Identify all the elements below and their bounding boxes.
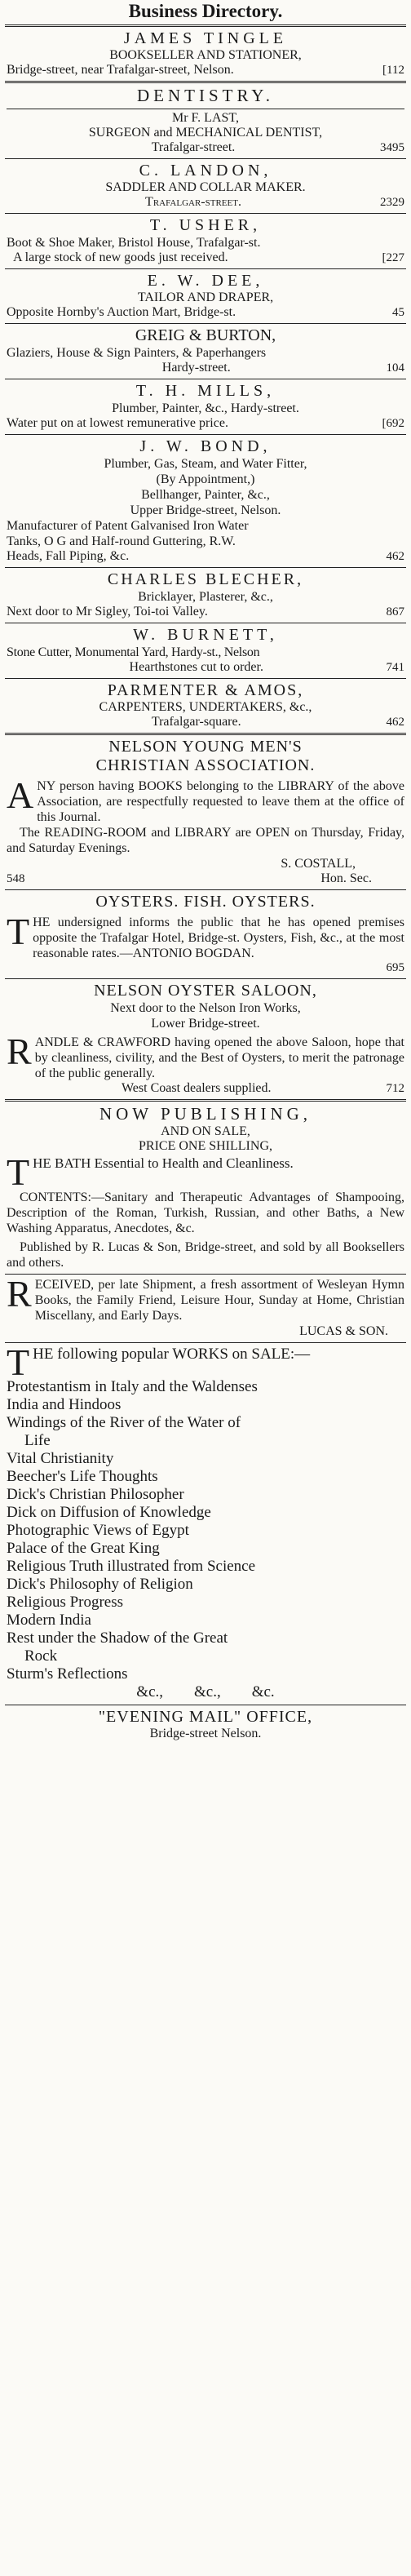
ad-line: Lower Bridge-street. <box>151 1017 260 1031</box>
ad-number: 548 <box>7 872 25 885</box>
ad-line: Water put on at lowest remunerative price. <box>7 416 228 430</box>
ad-bond <box>5 435 406 567</box>
list-item: Dick's Christian Philosopher <box>7 1486 184 1503</box>
ad-address-row <box>7 715 404 729</box>
ad-line: (By Appointment,) <box>156 472 255 486</box>
ad-address-row <box>7 416 404 431</box>
ad-number: [112 <box>382 64 404 77</box>
ad-line: Upper Bridge-street, Nelson. <box>130 503 281 517</box>
ad-landon <box>5 159 406 213</box>
ad-blecher <box>5 568 406 623</box>
list-item: Windings of the River of the Water of <box>7 1414 241 1431</box>
ad-address-row <box>7 871 404 886</box>
ad-name: E. W. DEE, <box>147 272 264 290</box>
drop-cap: R <box>7 1031 32 1072</box>
ad-line: Glaziers, House & Sign Painters, & Paperhangers <box>7 346 267 360</box>
works-list <box>7 1378 404 1683</box>
ad-address-row <box>7 549 404 564</box>
list-item: Religious Truth illustrated from Science <box>7 1558 256 1575</box>
ad-paragraph: NY person having BOOKS belonging to the LIBRARY of the above Association, are respectfully requested to leave them at the office of this Journal. <box>37 779 404 824</box>
ad-name: JAMES TINGLE <box>123 29 288 47</box>
ad-role: Hon. Sec. <box>320 871 372 885</box>
list-item: India and Hindoos <box>7 1396 122 1413</box>
ad-number: 867 <box>386 605 404 619</box>
ad-title: CARPENTERS, UNDERTAKERS, &c., <box>99 700 312 714</box>
ad-address-row <box>7 1081 404 1096</box>
list-item: Religious Progress <box>7 1594 124 1611</box>
ad-number: 462 <box>386 716 404 729</box>
ad-address: Hardy-street. <box>161 361 231 375</box>
ad-line: Heads, Fall Piping, &c. <box>7 549 130 563</box>
ad-popular-works <box>5 1343 406 1705</box>
ad-heading: NELSON OYSTER SALOON, <box>94 982 317 1000</box>
ad-parmenter-amos <box>5 679 406 733</box>
ad-paragraph: ECEIVED, per late Shipment, a fresh assortment of Wesleyan Hymn Books, the Family Friend, Leisure Hour, Sunday at Home, Christian Miscellany, and Early Days. <box>34 1278 404 1323</box>
ad-address: Trafalgar-street. <box>151 140 236 154</box>
ad-name: CHARLES BLECHER, <box>107 570 304 588</box>
ad-line: West Coast dealers supplied. <box>121 1081 272 1095</box>
ad-line: Boot & Shoe Maker, Bristol House, Trafalgar-st. <box>7 236 261 250</box>
list-item: Modern India <box>7 1612 91 1629</box>
drop-cap: T <box>7 911 30 952</box>
ad-greig-burton <box>5 324 406 379</box>
ad-paragraph: HE undersigned informs the public that he has opened premises opposite the Trafalgar Hotel, Bridge-st. Oysters, Fish, &c., at the most reasonable rates.—ANTONIO BOGDAN. <box>33 916 404 960</box>
ad-line: A large stock of new goods just received. <box>13 251 228 264</box>
ad-paragraph: HE BATH Essential to Health and Cleanliness. <box>33 1155 294 1171</box>
ad-paragraph: Published by R. Lucas & Son, Bridge-street, and sold by all Booksellers and others. <box>7 1240 404 1270</box>
ad-heading: DENTISTRY. <box>136 86 275 105</box>
ad-evening-mail <box>5 1705 406 1745</box>
works-etc: &c., &c., &c. <box>136 1683 275 1700</box>
ad-heading: OYSTERS. FISH. OYSTERS. <box>95 893 316 911</box>
list-item: Dick on Diffusion of Knowledge <box>7 1504 211 1521</box>
ad-paragraph: ANDLE & CRAWFORD having opened the above Saloon, hope that by cleanliness, civility, and the Best of Oysters, to merit the patronage of the public generally. <box>34 1035 404 1080</box>
ad-line: Bellhanger, Painter, &c., <box>141 488 270 502</box>
list-item: Dick's Philosophy of Religion <box>7 1576 193 1593</box>
ad-line: Bricklayer, Plasterer, &c., <box>138 590 273 604</box>
ad-title: SADDLER AND COLLAR MAKER. <box>105 180 306 194</box>
ad-dee <box>5 269 406 323</box>
ad-number: 45 <box>392 306 404 319</box>
list-item: Beecher's Life Thoughts <box>7 1468 158 1485</box>
ad-address-row <box>7 140 404 155</box>
ad-heading: PRICE ONE SHILLING, <box>139 1139 272 1153</box>
ad-address-row <box>7 305 404 320</box>
drop-cap: T <box>7 1341 30 1383</box>
ad-heading: CHRISTIAN ASSOCIATION. <box>95 756 316 774</box>
ad-usher <box>5 214 406 268</box>
ad-line: Stone Cutter, Monumental Yard, Hardy-st., Nelson <box>7 645 260 659</box>
ad-number: 695 <box>386 961 404 974</box>
ad-name: C. LANDON, <box>139 162 272 180</box>
list-item: Sturm's Reflections <box>7 1665 128 1683</box>
ad-name: GREIG & BURTON, <box>135 326 276 344</box>
ad-tingle <box>5 27 406 81</box>
ad-number: 712 <box>386 1082 404 1095</box>
ad-oyster-saloon <box>5 979 406 1099</box>
list-item: Life <box>24 1432 51 1449</box>
ad-name: J. W. BOND, <box>139 437 272 455</box>
ad-now-publishing <box>5 1102 406 1274</box>
page-title: Business Directory. <box>5 0 406 27</box>
ad-line: Tanks, O G and Half-round Guttering, R.W. <box>7 534 236 548</box>
ad-burnett <box>5 623 406 678</box>
ad-paragraph: HE following popular WORKS on SALE:— <box>33 1346 311 1363</box>
ad-paragraph: CONTENTS:—Sanitary and Therapeutic Advantages of Shampooing, Description of the Roman, Turkish, Russian, and other Baths, a New Washing Apparatus, Anecdotes, &c. <box>7 1190 404 1235</box>
ad-address-row <box>7 660 404 675</box>
ad-dentistry <box>5 83 406 158</box>
drop-cap: A <box>7 774 34 816</box>
ad-title: BOOKSELLER AND STATIONER, <box>109 48 302 62</box>
ad-ymca <box>5 735 406 889</box>
ad-line: Plumber, Painter, &c., Hardy-street. <box>112 401 299 415</box>
ad-number: 462 <box>386 550 404 563</box>
ad-heading: "EVENING MAIL" OFFICE, <box>98 1708 313 1726</box>
list-item: Palace of the Great King <box>7 1540 160 1557</box>
ad-line: Next door to Mr Sigley, Toi-toi Valley. <box>7 605 208 619</box>
ad-number: 2329 <box>380 196 404 209</box>
ad-number: 3495 <box>380 141 404 154</box>
ad-address: Opposite Hornby's Auction Mart, Bridge-st. <box>7 305 236 319</box>
drop-cap: T <box>7 1151 30 1193</box>
ad-received <box>5 1275 406 1342</box>
ad-heading: NOW PUBLISHING, <box>99 1104 312 1124</box>
ad-heading: AND ON SALE, <box>161 1124 250 1138</box>
ad-name: T. USHER, <box>149 216 262 234</box>
ad-address-row <box>7 195 404 210</box>
ad-address: Trafalgar-street. <box>145 195 241 209</box>
list-item: Photographic Views of Egypt <box>7 1522 189 1539</box>
ad-number: 741 <box>386 661 404 674</box>
ad-heading: NELSON YOUNG MEN'S <box>108 738 303 756</box>
list-item: Vital Christianity <box>7 1450 114 1467</box>
ad-signer: LUCAS & SON. <box>299 1324 388 1338</box>
ad-name: Mr F. LAST, <box>172 111 239 125</box>
list-item: Protestantism in Italy and the Waldenses <box>7 1378 258 1395</box>
ad-address-row <box>7 251 404 265</box>
ad-address: Trafalgar-square. <box>151 715 241 729</box>
ad-title: SURGEON and MECHANICAL DENTIST, <box>88 126 323 140</box>
list-item: Rock <box>24 1647 58 1665</box>
ad-address-row <box>7 63 404 78</box>
ad-paragraph: The READING-ROOM and LIBRARY are OPEN on Thursday, Friday, and Saturday Evenings. <box>7 826 404 855</box>
ad-number: 104 <box>386 361 404 375</box>
ad-line: Next door to the Nelson Iron Works, <box>110 1001 301 1015</box>
ad-name: PARMENTER & AMOS, <box>107 681 304 699</box>
ad-number: [227 <box>382 251 404 264</box>
ad-name: W. BURNETT, <box>133 626 278 644</box>
ad-title: TAILOR AND DRAPER, <box>137 290 274 304</box>
ad-line: Plumber, Gas, Steam, and Water Fitter, <box>104 457 307 471</box>
ad-signer: S. COSTALL, <box>281 857 356 871</box>
ad-address: Bridge-street, near Trafalgar-street, Nelson. <box>7 63 234 77</box>
ad-name: T. H. MILLS, <box>135 382 276 400</box>
list-item: Rest under the Shadow of the Great <box>7 1629 228 1647</box>
ad-mills <box>5 379 406 434</box>
ad-line: Hearthstones cut to order. <box>129 660 263 674</box>
ad-address: Bridge-street Nelson. <box>149 1727 262 1740</box>
drop-cap: R <box>7 1273 32 1315</box>
ad-address-row <box>7 605 404 619</box>
ad-number: [692 <box>382 417 404 430</box>
ad-oysters <box>5 890 406 978</box>
ad-line: Manufacturer of Patent Galvanised Iron Water <box>7 519 249 533</box>
ad-address-row <box>7 361 404 375</box>
